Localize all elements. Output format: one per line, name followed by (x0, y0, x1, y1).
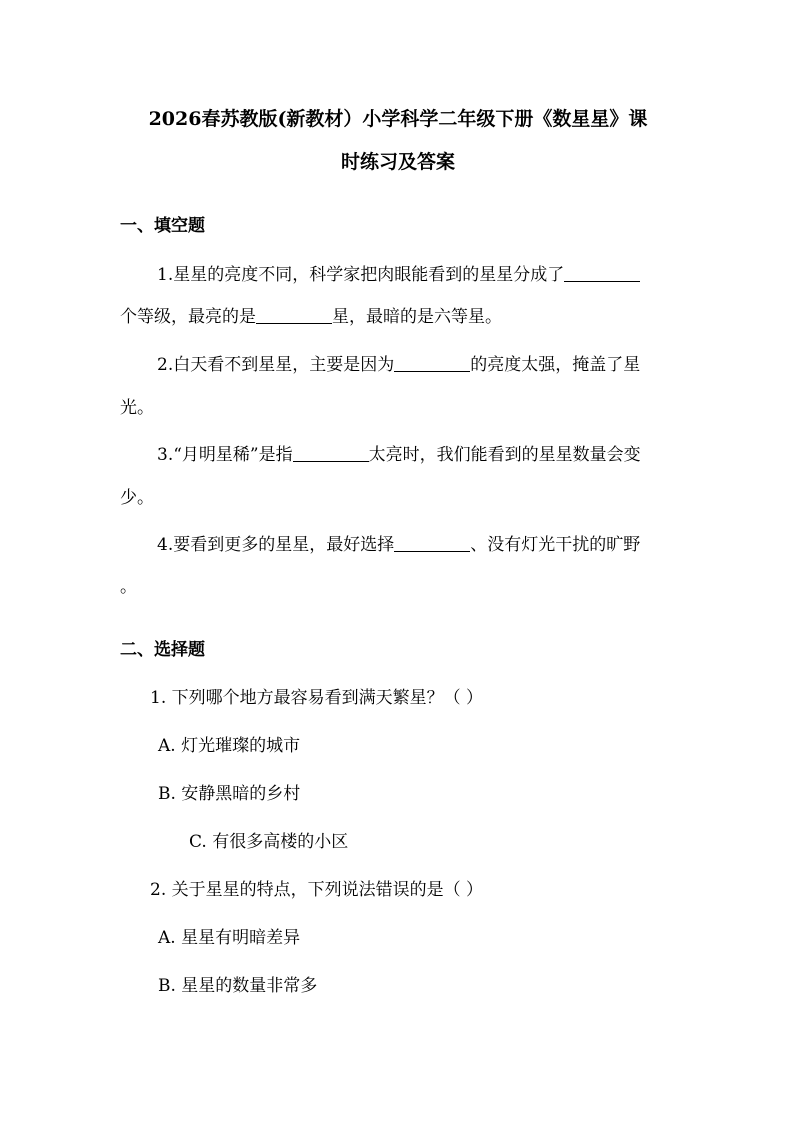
fill-q3-line2: 少。 (120, 488, 154, 508)
fill-q4-text-a: 4.要看到更多的星星，最好选择 (157, 535, 395, 555)
fill-q1-text-b: 个等级，最亮的是 (120, 307, 256, 327)
choice-q1-option-c[interactable]: C. 有很多高楼的小区 (189, 832, 349, 852)
fill-q4-line2: 。 (120, 577, 137, 597)
answer-blank[interactable] (256, 307, 332, 324)
choice-q2-stem: 2. 关于星星的特点，下列说法错误的是（ ） (150, 880, 484, 900)
fill-q1-line1 (157, 260, 640, 285)
section-heading-fill-blank: 一、填空题 (120, 216, 205, 236)
answer-blank[interactable] (394, 355, 470, 372)
choice-q1-option-b[interactable]: B. 安静黑暗的乡村 (158, 784, 301, 804)
choice-q1-option-a[interactable]: A. 灯光璀璨的城市 (158, 736, 301, 756)
choice-q2-option-b[interactable]: B. 星星的数量非常多 (158, 976, 318, 996)
choice-q1-stem: 1. 下列哪个地方最容易看到满天繁星？（ ） (150, 688, 484, 708)
fill-q4-line1 (157, 530, 640, 555)
choice-q2-option-a[interactable]: A. 星星有明暗差异 (158, 928, 301, 948)
document-title-line2: 时练习及答案 (340, 151, 455, 173)
document-title-line1: 2026春苏教版(新教材）小学科学二年级下册《数星星》课 (148, 108, 648, 130)
section-heading-choice: 二、选择题 (120, 640, 205, 660)
answer-blank[interactable] (394, 535, 470, 552)
fill-q2-text-a: 2.白天看不到星星，主要是因为 (157, 355, 395, 375)
fill-q3-text-a: 3.“月明星稀”是指 (157, 445, 293, 465)
fill-q3-text-b: 太亮时，我们能看到的星星数量会变 (368, 445, 641, 465)
fill-q4-text-b: 、没有灯光干扰的旷野 (470, 535, 641, 555)
fill-q2-line2: 光。 (120, 398, 154, 418)
fill-q2-text-b: 的亮度太强，掩盖了星 (470, 355, 641, 375)
fill-q1-text-c: 星，最暗的是六等星。 (332, 307, 502, 327)
fill-q1-text-a: 1.星星的亮度不同，科学家把肉眼能看到的星星分成了 (157, 265, 565, 285)
answer-blank[interactable] (564, 265, 640, 282)
fill-q1-line2 (120, 302, 502, 327)
fill-q3-line1 (157, 440, 641, 465)
answer-blank[interactable] (293, 445, 369, 462)
fill-q2-line1 (157, 350, 640, 375)
